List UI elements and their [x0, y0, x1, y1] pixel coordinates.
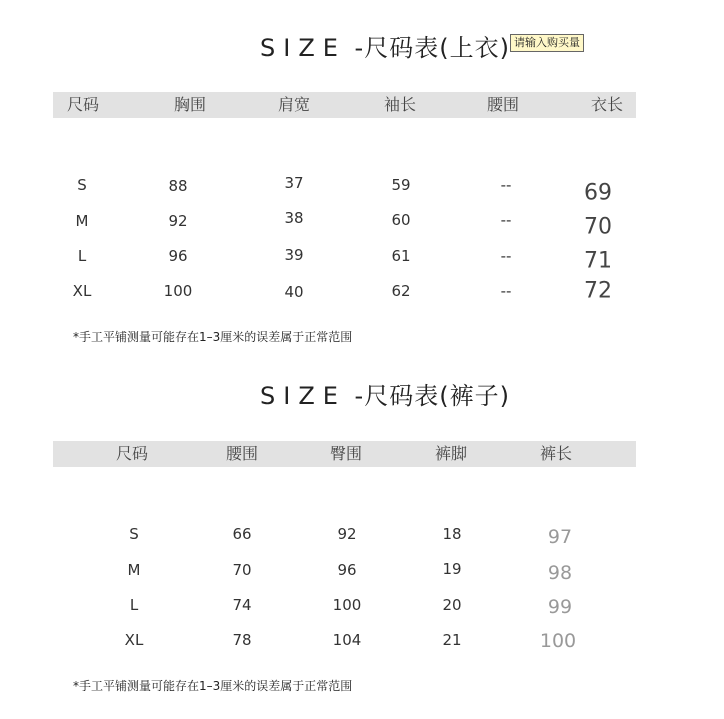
top-header-waist: 腰围 — [486, 95, 520, 114]
top-header-chest: 胸围 — [173, 95, 207, 114]
table-cell: 100 — [539, 630, 577, 652]
table-cell: 92 — [337, 525, 357, 543]
table-cell: 69 — [584, 180, 612, 206]
bottom-title-rest: -尺码表(裤子) — [345, 382, 510, 410]
bottom-header-hem: 裤脚 — [434, 444, 468, 463]
table-cell: 98 — [547, 562, 573, 584]
table-cell: -- — [500, 247, 512, 265]
table-cell: 78 — [232, 631, 252, 649]
table-cell: XL — [124, 631, 144, 649]
bottom-measure-note: *手工平铺测量可能存在1–3厘米的误差属于正常范围 — [73, 679, 353, 693]
table-cell: 38 — [284, 209, 304, 227]
table-cell: L — [77, 247, 87, 265]
table-cell: 88 — [168, 177, 188, 195]
table-cell: 21 — [442, 631, 462, 649]
table-cell: XL — [72, 282, 92, 300]
top-measure-note: *手工平铺测量可能存在1–3厘米的误差属于正常范围 — [73, 330, 353, 344]
table-cell: 99 — [547, 596, 573, 618]
top-table-title — [260, 28, 510, 63]
table-cell: L — [129, 596, 139, 614]
table-cell: 40 — [284, 283, 304, 301]
table-cell: 92 — [168, 212, 188, 230]
table-cell: 100 — [332, 596, 362, 614]
top-title-size: SIZE — [260, 34, 346, 62]
table-cell: 74 — [232, 596, 252, 614]
table-cell: -- — [500, 176, 512, 194]
table-cell: S — [129, 525, 139, 543]
bottom-header-length: 裤长 — [539, 444, 573, 463]
table-cell: 96 — [337, 561, 357, 579]
table-cell: -- — [500, 211, 512, 229]
table-cell: S — [77, 176, 87, 194]
top-header-sleeve: 袖长 — [383, 95, 417, 114]
table-cell: 100 — [163, 282, 193, 300]
table-cell: -- — [500, 282, 512, 300]
table-cell: 62 — [391, 282, 411, 300]
top-header-bar — [53, 92, 636, 118]
table-cell: 96 — [168, 247, 188, 265]
table-cell: 66 — [232, 525, 252, 543]
table-cell: 59 — [391, 176, 411, 194]
top-header-size: 尺码 — [66, 95, 100, 114]
table-cell: 97 — [547, 526, 573, 548]
table-cell: 71 — [584, 248, 612, 274]
table-cell: 37 — [284, 174, 304, 192]
bottom-header-waist: 腰围 — [225, 444, 259, 463]
table-cell: M — [127, 561, 141, 579]
bottom-header-size: 尺码 — [115, 444, 149, 463]
quantity-badge: 请输入购买量 — [510, 34, 584, 52]
table-cell: 72 — [584, 278, 612, 304]
top-header-length: 衣长 — [590, 95, 624, 114]
table-cell: 70 — [232, 561, 252, 579]
bottom-table-title — [260, 376, 510, 411]
table-cell: 18 — [442, 525, 462, 543]
bottom-header-bar — [53, 441, 636, 467]
top-title-rest: -尺码表(上衣) — [345, 34, 510, 62]
table-cell: 20 — [442, 596, 462, 614]
table-cell: 61 — [391, 247, 411, 265]
top-header-shoulder: 肩宽 — [277, 95, 311, 114]
table-cell: 60 — [391, 211, 411, 229]
table-cell: 19 — [442, 560, 462, 578]
table-cell: 70 — [584, 214, 612, 240]
table-cell: M — [75, 212, 89, 230]
table-cell: 39 — [284, 246, 304, 264]
table-cell: 104 — [332, 631, 362, 649]
bottom-title-size: SIZE — [260, 382, 346, 410]
bottom-header-hip: 臀围 — [329, 444, 363, 463]
